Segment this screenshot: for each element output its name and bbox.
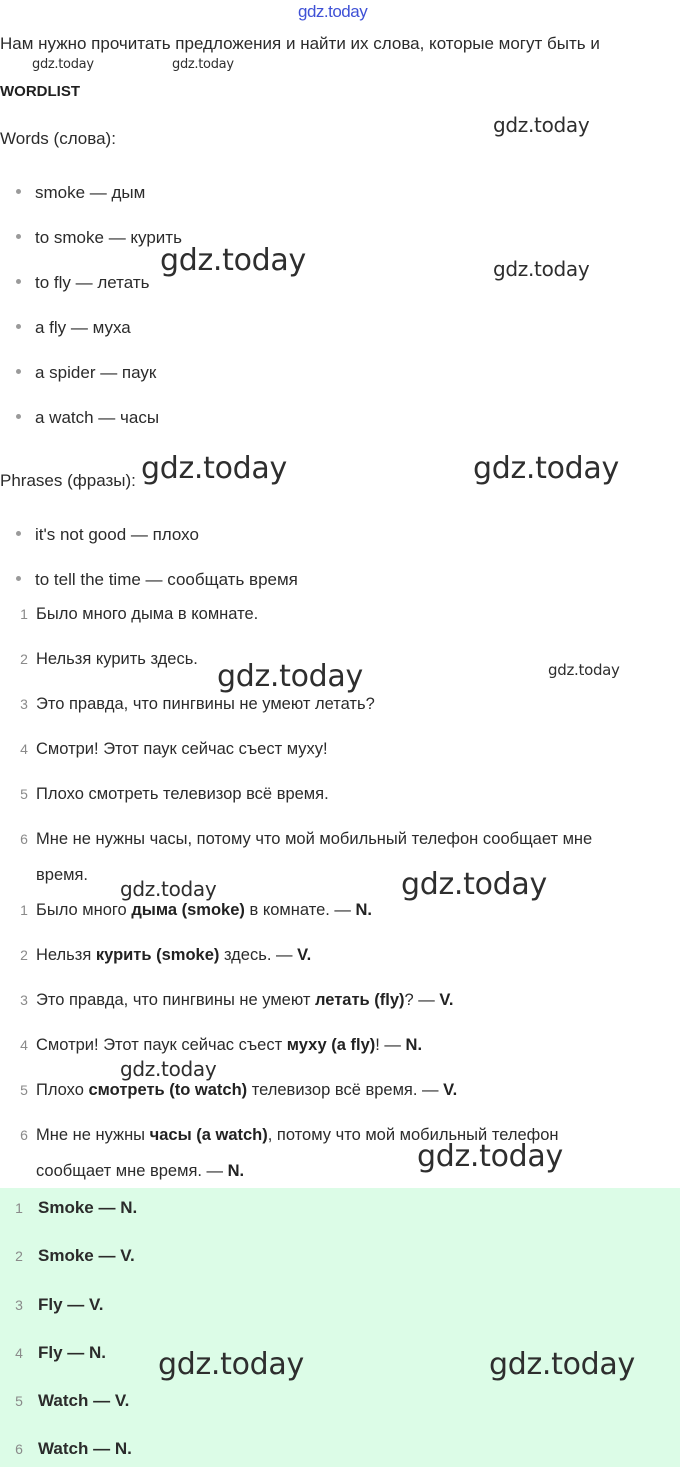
list-item: a watch — часы: [16, 408, 159, 428]
list-item: a fly — муха: [16, 318, 131, 338]
watermark: gdz.today: [120, 877, 217, 901]
solution-row: 2 Нельзя курить (smoke) здесь. — V.: [20, 946, 312, 964]
sentence-row: 2 Нельзя курить здесь.: [20, 650, 198, 668]
bullet-icon: [16, 279, 21, 284]
sentence-row: 3 Это правда, что пингвины не умеют летать?: [20, 695, 375, 713]
text-clip-mask: [0, 58, 680, 76]
bullet-icon: [16, 234, 21, 239]
watermark: gdz.today: [172, 57, 234, 72]
watermark: gdz.today: [401, 867, 547, 902]
watermark: gdz.today: [160, 243, 306, 278]
list-item: to fly — летать: [16, 273, 149, 293]
list-item: to tell the time — сообщать время: [16, 570, 298, 590]
bullet-icon: [16, 576, 21, 581]
answer-row: 2 Smoke — V.: [15, 1246, 135, 1265]
answers-panel: [0, 1188, 680, 1467]
solution-row: 4 Смотри! Этот паук сейчас съест муху (a fly)! — N.: [20, 1036, 423, 1054]
watermark: gdz.today: [493, 113, 590, 137]
list-item: to smoke — курить: [16, 228, 182, 248]
solution-row: 5 Плохо смотреть (to watch) телевизор всё время. — V.: [20, 1081, 458, 1099]
bullet-icon: [16, 189, 21, 194]
sentence-row: 1 Было много дыма в комнате.: [20, 605, 259, 623]
answer-row: 6 Watch — N.: [15, 1439, 132, 1458]
answer-row: 1 Smoke — N.: [15, 1198, 138, 1217]
sentence-row: 6 Мне не нужны часы, потому что мой мобильный телефон сообщает мне: [20, 830, 593, 848]
words-title: Words (слова):: [0, 129, 116, 148]
bullet-icon: [16, 531, 21, 536]
watermark: gdz.today: [473, 451, 619, 486]
watermark: gdz.today: [489, 1347, 635, 1382]
wordlist-heading: WORDLIST: [0, 83, 80, 100]
solution-row: 1 Было много дыма (smoke) в комнате. — N.: [20, 901, 372, 919]
bullet-icon: [16, 324, 21, 329]
sentence-row: 4 Смотри! Этот паук сейчас съест муху!: [20, 740, 328, 758]
phrases-title: Phrases (фразы):: [0, 471, 136, 490]
watermark: gdz.today: [217, 659, 363, 694]
list-item: it's not good — плохо: [16, 525, 199, 545]
bullet-icon: [16, 369, 21, 374]
watermark: gdz.today: [493, 257, 590, 281]
solution-row: 6 Мне не нужны часы (a watch), потому что мой мобильный телефон: [20, 1126, 559, 1144]
watermark: gdz.today: [141, 451, 287, 486]
answer-row: 5 Watch — V.: [15, 1391, 130, 1410]
watermark: gdz.today: [548, 661, 620, 679]
intro-text: Нам нужно прочитать предложения и найти их слова, которые могут быть и: [0, 34, 600, 53]
solution-row-continuation: сообщает мне время. — N.: [36, 1162, 245, 1180]
site-logo[interactable]: gdz.today: [298, 2, 368, 21]
watermark: gdz.today: [32, 57, 94, 72]
answer-row: 3 Fly — V.: [15, 1295, 104, 1314]
list-item: smoke — дым: [16, 183, 145, 203]
bullet-icon: [16, 414, 21, 419]
answer-row: 4 Fly — N.: [15, 1343, 107, 1362]
sentence-row-continuation: время.: [36, 866, 88, 884]
watermark: gdz.today: [158, 1347, 304, 1382]
solution-row: 3 Это правда, что пингвины не умеют летать (fly)? — V.: [20, 991, 454, 1009]
list-item: a spider — паук: [16, 363, 156, 383]
watermark: gdz.today: [120, 1057, 217, 1081]
watermark: gdz.today: [417, 1139, 563, 1174]
sentence-row: 5 Плохо смотреть телевизор всё время.: [20, 785, 329, 803]
